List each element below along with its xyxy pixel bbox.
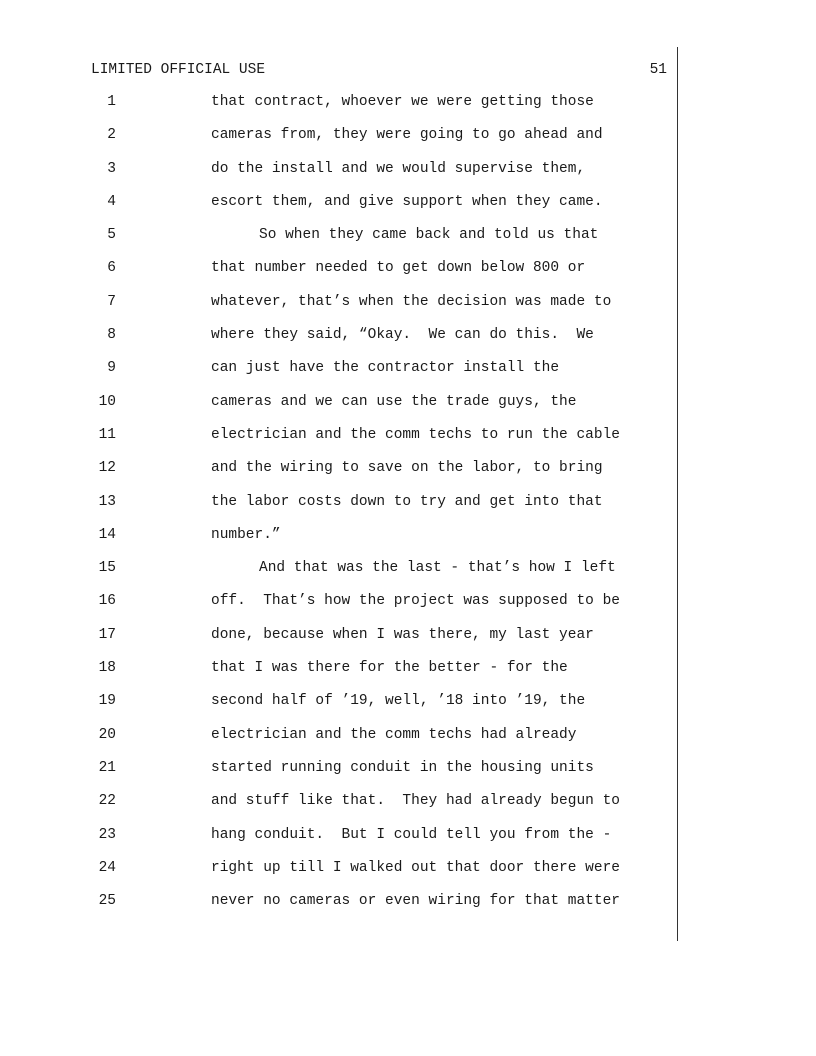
- transcript-body: [0, 87, 816, 919]
- line-text: electrician and the comm techs to run the cable: [211, 426, 620, 443]
- line-number: 4: [107, 193, 116, 210]
- transcript-line: [0, 553, 816, 586]
- transcript-line: [0, 786, 816, 819]
- transcript-line: [0, 853, 816, 886]
- line-number: 9: [107, 360, 116, 377]
- transcript-line: [0, 120, 816, 153]
- transcript-line: [0, 686, 816, 719]
- line-text: right up till I walked out that door there were: [211, 859, 620, 876]
- line-text: that number needed to get down below 800 or: [211, 260, 586, 277]
- transcript-line: [0, 287, 816, 320]
- transcript-line: [0, 154, 816, 187]
- transcript-line: [0, 620, 816, 653]
- line-number: 21: [98, 759, 116, 776]
- line-text: and the wiring to save on the labor, to bring: [211, 460, 603, 477]
- line-text: that contract, whoever we were getting those: [211, 94, 594, 110]
- transcript-line: [0, 720, 816, 753]
- line-number: 5: [107, 227, 116, 244]
- classification-header: LIMITED OFFICIAL USE: [91, 62, 266, 78]
- line-text: number.”: [211, 526, 281, 543]
- transcript-line: [0, 320, 816, 353]
- line-text: whatever, that’s when the decision was made to: [211, 293, 612, 310]
- line-number: 24: [98, 859, 116, 876]
- transcript-line: [0, 420, 816, 453]
- line-text: escort them, and give support when they came.: [211, 193, 603, 210]
- line-number: 25: [98, 893, 116, 910]
- line-number: 23: [98, 826, 116, 843]
- transcript-line: [0, 820, 816, 853]
- line-number: 10: [98, 393, 116, 410]
- line-text: So when they came back and told us that: [259, 227, 599, 244]
- line-number: 12: [98, 460, 116, 477]
- line-number: 1: [107, 94, 116, 110]
- line-text: can just have the contractor install the: [211, 360, 560, 377]
- transcript-line: [0, 653, 816, 686]
- line-number: 13: [98, 493, 116, 510]
- line-number: 15: [98, 560, 116, 577]
- transcript-line: [0, 586, 816, 619]
- line-text: never no cameras or even wiring for that matter: [211, 893, 620, 910]
- line-number: 2: [107, 127, 116, 144]
- transcript-line: [0, 453, 816, 486]
- line-number: 22: [98, 793, 116, 810]
- line-text: off. That’s how the project was supposed to be: [211, 593, 620, 610]
- line-text: second half of ’19, well, ’18 into ’19, the: [211, 693, 586, 710]
- line-number: 16: [98, 593, 116, 610]
- transcript-line: [0, 87, 816, 120]
- line-text: And that was the last - that’s how I left: [259, 560, 616, 577]
- line-text: cameras and we can use the trade guys, the: [211, 393, 577, 410]
- line-text: do the install and we would supervise them,: [211, 160, 586, 177]
- page-number: 51: [649, 62, 667, 78]
- line-text: and stuff like that. They had already begun to: [211, 793, 620, 810]
- line-number: 8: [107, 327, 116, 344]
- transcript-line: [0, 487, 816, 520]
- transcript-line: [0, 353, 816, 386]
- line-text: that I was there for the better - for the: [211, 660, 568, 677]
- line-text: started running conduit in the housing units: [211, 759, 594, 776]
- transcript-line: [0, 253, 816, 286]
- line-number: 6: [107, 260, 116, 277]
- transcript-line: [0, 220, 816, 253]
- line-number: 18: [98, 660, 116, 677]
- transcript-line: [0, 520, 816, 553]
- line-number: 7: [107, 293, 116, 310]
- transcript-line: [0, 753, 816, 786]
- line-text: done, because when I was there, my last year: [211, 626, 594, 643]
- line-number: 3: [107, 160, 116, 177]
- transcript-line: [0, 187, 816, 220]
- line-text: electrician and the comm techs had already: [211, 726, 577, 743]
- line-number: 11: [98, 426, 116, 443]
- line-number: 19: [98, 693, 116, 710]
- line-text: where they said, “Okay. We can do this. We: [211, 327, 594, 344]
- transcript-line: [0, 886, 816, 919]
- line-number: 17: [98, 626, 116, 643]
- line-text: cameras from, they were going to go ahead and: [211, 127, 603, 144]
- line-text: hang conduit. But I could tell you from the -: [211, 826, 612, 843]
- line-text: the labor costs down to try and get into that: [211, 493, 603, 510]
- transcript-line: [0, 387, 816, 420]
- line-number: 20: [98, 726, 116, 743]
- line-number: 14: [98, 526, 116, 543]
